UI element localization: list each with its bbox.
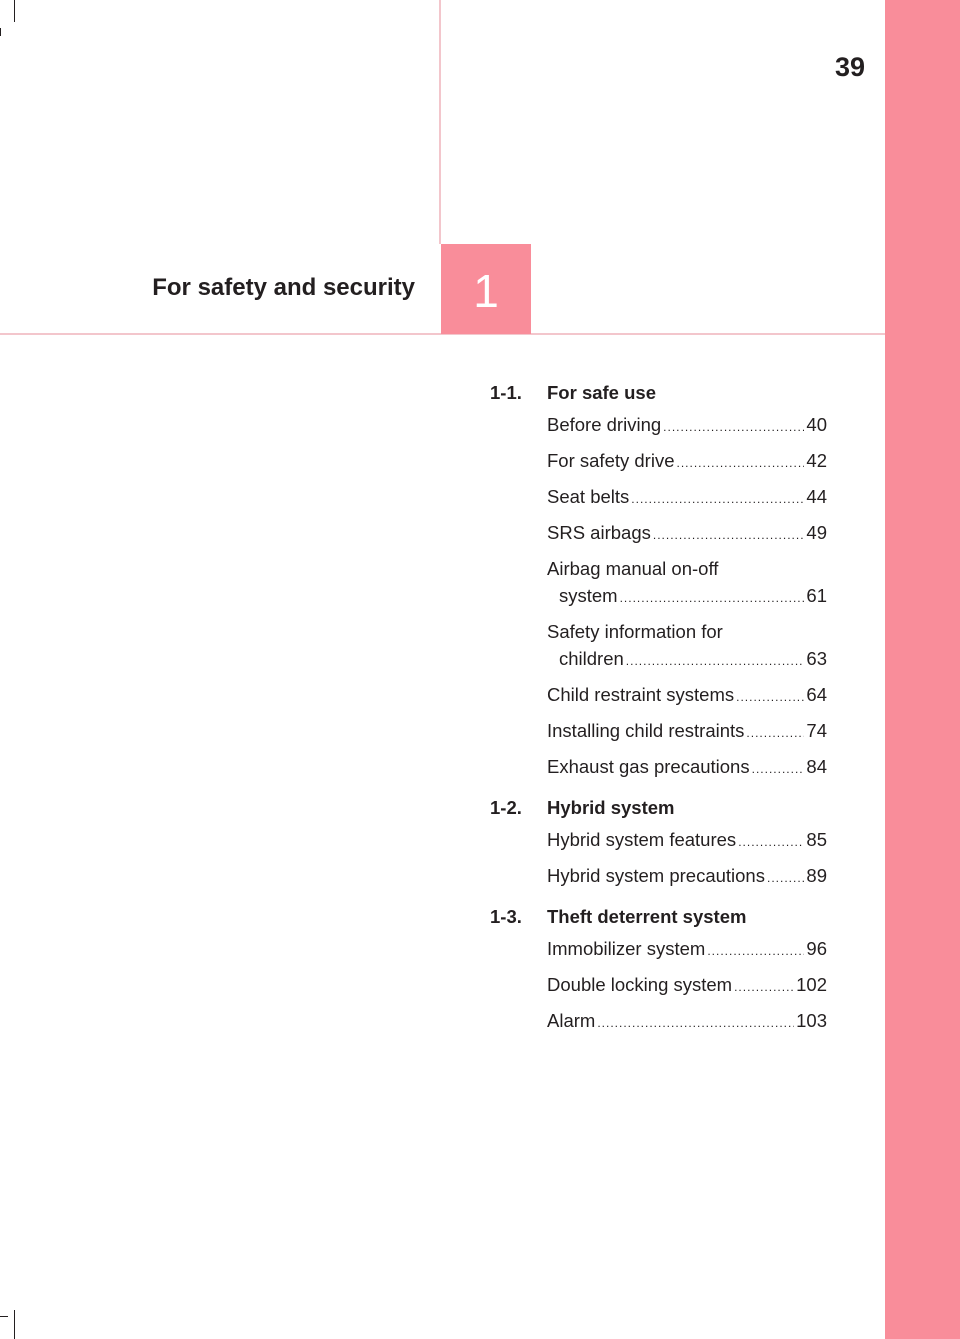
entry-page: 64 bbox=[806, 684, 827, 705]
toc-entry[interactable] bbox=[547, 714, 827, 750]
leader-dots bbox=[631, 486, 804, 513]
toc-section bbox=[490, 901, 827, 1040]
entry-page: 61 bbox=[806, 585, 827, 606]
crop-mark-bottom-left bbox=[0, 1316, 8, 1317]
toc-section-heading[interactable] bbox=[490, 792, 827, 823]
entry-title: Alarm bbox=[547, 1010, 596, 1031]
entry-title: Double locking system bbox=[547, 974, 733, 995]
section-number: 1-1. bbox=[490, 382, 522, 403]
leader-dots bbox=[746, 720, 804, 747]
entry-page: 63 bbox=[806, 648, 827, 669]
side-tab bbox=[885, 0, 960, 1339]
entry-page: 89 bbox=[806, 865, 827, 886]
leader-dots bbox=[620, 585, 805, 612]
leader-dots bbox=[597, 1010, 794, 1037]
leader-dots bbox=[738, 829, 804, 856]
crop-mark-bottom-left bbox=[14, 1310, 15, 1339]
toc-entry[interactable] bbox=[547, 932, 827, 968]
leader-dots bbox=[734, 974, 794, 1001]
section-title: Theft deterrent system bbox=[547, 906, 747, 927]
page-number: 39 bbox=[834, 52, 866, 82]
leader-dots bbox=[663, 414, 804, 441]
toc-entry[interactable] bbox=[547, 552, 827, 615]
entry-page: 42 bbox=[806, 450, 827, 471]
toc-section bbox=[490, 792, 827, 895]
toc-entry[interactable] bbox=[547, 615, 827, 678]
toc-entry[interactable] bbox=[547, 480, 827, 516]
entry-page: 85 bbox=[806, 829, 827, 850]
chapter-number: 1 bbox=[473, 265, 499, 317]
entry-title: Immobilizer system bbox=[547, 938, 706, 959]
leader-dots bbox=[767, 865, 804, 892]
entry-title: Installing child restraints bbox=[547, 720, 745, 741]
toc-entry[interactable] bbox=[547, 823, 827, 859]
entry-page: 102 bbox=[796, 974, 827, 995]
leader-dots bbox=[653, 522, 805, 549]
entry-page: 44 bbox=[806, 486, 827, 507]
toc-section-heading[interactable] bbox=[490, 901, 827, 932]
toc-entry[interactable] bbox=[547, 750, 827, 786]
entry-title: Child restraint systems bbox=[547, 684, 735, 705]
vertical-rule bbox=[439, 0, 441, 244]
entry-title: Seat belts bbox=[547, 486, 630, 507]
entry-title: Before driving bbox=[547, 414, 662, 435]
chapter-number-box bbox=[441, 244, 531, 334]
toc-entry[interactable] bbox=[547, 1004, 827, 1040]
entry-page: 103 bbox=[796, 1010, 827, 1031]
toc-entry[interactable] bbox=[547, 516, 827, 552]
leader-dots bbox=[752, 756, 805, 783]
entry-title-line2: children bbox=[559, 648, 624, 669]
section-title: Hybrid system bbox=[547, 797, 675, 818]
toc-entry[interactable] bbox=[547, 444, 827, 480]
entry-page: 40 bbox=[806, 414, 827, 435]
toc-section-heading[interactable] bbox=[490, 377, 827, 408]
crop-mark-top-left bbox=[14, 0, 15, 22]
toc-entry[interactable] bbox=[547, 859, 827, 895]
entry-page: 74 bbox=[806, 720, 827, 741]
entry-page: 96 bbox=[806, 938, 827, 959]
leader-dots bbox=[707, 938, 804, 965]
entry-title-line2: system bbox=[559, 585, 618, 606]
entry-title: SRS airbags bbox=[547, 522, 651, 543]
table-of-contents bbox=[490, 377, 827, 1046]
entry-title: Exhaust gas precautions bbox=[547, 756, 750, 777]
section-title: For safe use bbox=[547, 382, 656, 403]
toc-entry[interactable] bbox=[547, 408, 827, 444]
leader-dots bbox=[677, 450, 805, 477]
section-number: 1-3. bbox=[490, 906, 522, 927]
leader-dots bbox=[626, 648, 805, 675]
entry-title: Hybrid system features bbox=[547, 829, 737, 850]
entry-title-line1: Safety information for bbox=[547, 621, 723, 642]
entry-title-line1: Airbag manual on-off bbox=[547, 558, 719, 579]
leader-dots bbox=[736, 684, 804, 711]
section-number: 1-2. bbox=[490, 797, 522, 818]
entry-page: 84 bbox=[806, 756, 827, 777]
toc-entry[interactable] bbox=[547, 678, 827, 714]
entry-title: Hybrid system precautions bbox=[547, 865, 765, 886]
crop-mark-top-left bbox=[0, 28, 1, 36]
entry-title: For safety drive bbox=[547, 450, 675, 471]
toc-section bbox=[490, 377, 827, 786]
toc-entry[interactable] bbox=[547, 968, 827, 1004]
chapter-title: For safety and security bbox=[152, 274, 415, 301]
entry-page: 49 bbox=[806, 522, 827, 543]
